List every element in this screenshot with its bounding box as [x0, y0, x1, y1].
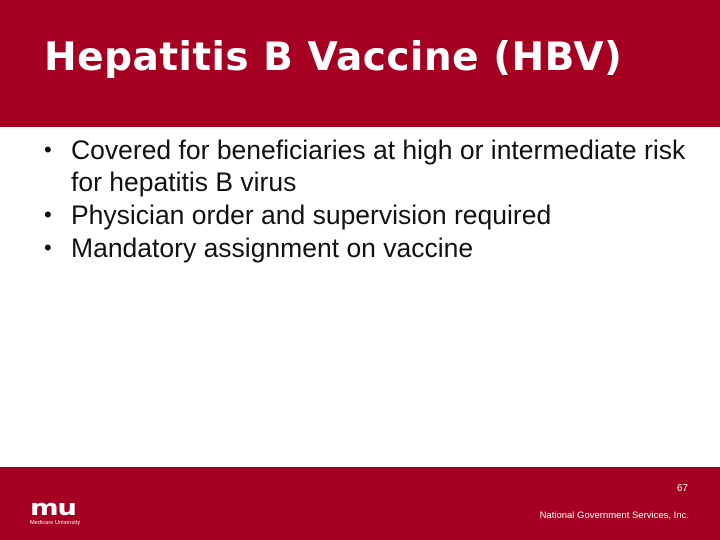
organization-name: National Government Services, Inc. [539, 510, 689, 521]
bullet-marker: • [44, 137, 52, 162]
bullet-marker: • [44, 202, 52, 227]
footer-bar [0, 467, 720, 540]
bullet-text: Physician order and supervision required [71, 200, 552, 230]
title-bar [0, 0, 720, 127]
slide-title: Hepatitis B Vaccine (HBV) [44, 35, 623, 80]
bullet-text: Covered for beneficiaries at high or intermediate risk for hepatitis B virus [71, 135, 686, 197]
bullet-item [44, 199, 704, 231]
logo-mark: mu [30, 496, 76, 521]
bullet-marker: • [44, 235, 52, 260]
page-number: 67 [676, 483, 688, 494]
bullet-list [44, 134, 704, 265]
bullet-item [44, 134, 704, 198]
bullet-item [44, 232, 704, 264]
logo-subtitle: Medicare University [30, 520, 81, 526]
medicare-university-logo [30, 496, 86, 529]
bullet-text: Mandatory assignment on vaccine [71, 233, 474, 263]
